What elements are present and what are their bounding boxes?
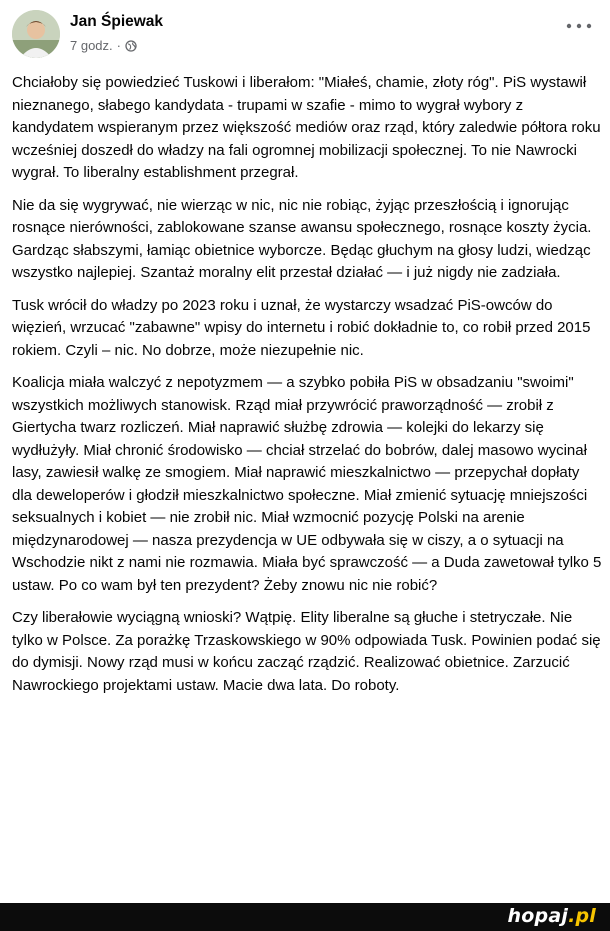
post-meta: [70, 38, 137, 53]
post-paragraph: Czy liberałowie wyciągną wnioski? Wątpię. Elity liberalne są głuche i stetryczałe. Nie tylko w Polsce. Za porażkę Trzaskowskiego w 90% odpowiada Tusk. Powinien podać się do dymisji. Nowy rząd musi w końcu zacząć rządzić. Realizować obietnice. Zarzucić Nawrockiego projektami ustaw. Macie dwa lata. Do roboty.: [12, 609, 601, 694]
more-options-icon[interactable]: [564, 20, 594, 32]
watermark-name: hopaj: [507, 905, 569, 927]
post-time[interactable]: 7 godz.: [70, 38, 113, 53]
globe-icon: [125, 40, 137, 52]
watermark-bar: [0, 903, 610, 931]
author-avatar[interactable]: [12, 10, 60, 58]
post-header: [12, 10, 598, 62]
site-watermark: [508, 905, 596, 927]
post-paragraph: Chciałoby się powiedzieć Tuskowi i liberałom: "Miałeś, chamie, złoty róg". PiS wystawił nieznanego, słabego kandydata - trupami w szafie - mimo to wygrał wybory z kandydatem wspieranym przez większość mediów oraz rząd, który zaledwie półtora roku wcześniej doszedł do władzy na fali ogromnej mobilizacji społecznej. To nie Nawrocki wygrał. To liberalny establishment przegrał.: [12, 74, 601, 181]
post-paragraph: Tusk wrócił do władzy po 2023 roku i uznał, że wystarczy wsadzać PiS-owców do więzień, wrzucać "zabawne" wpisy do internetu i robić dokładnie to, co robił przed 2015 rokiem. Czyli – nic. No dobrze, może niezupełnie nic.: [12, 296, 591, 359]
post-body: [12, 72, 602, 707]
author-name[interactable]: Jan Śpiewak: [70, 13, 164, 30]
post-paragraph: Nie da się wygrywać, nie wierząc w nic, nic nie robiąc, żyjąc przeszłością i ignorując rosnące nierówności, zablokowane szanse awansu społecznego, rosnące koszty życia. Gardząc słabszymi, łamiąc obietnice wyborcze. Będąc głuchym na głosy ludzi, wiedząc wszystko najlepiej. Szantaż moralny elit przestał działać — i już nigdy nie zadziała.: [12, 196, 592, 281]
post-paragraph: Koalicja miała walczyć z nepotyzmem — a szybko pobiła PiS w obsadzaniu "swoimi" wszystkich możliwych stanowisk. Rząd miał przywrócić praworządność — zrobił z Giertycha twarz rozliczeń. Miał naprawić służbę zdrowia — kolejki do lekarzy się wydłużyły. Miał chronić środowisko — chciał strzelać do bobrów, dalej masowo wycinał lasy, zawiesił walkę ze smogiem. Miał naprawić mieszkalnictwo — przepychał dopłaty dla deweloperów i głodził mieszkalnictwo społeczne. Miał zmienić sytuację mniejszości seksualnych i kobiet — nie zrobił nic. Miał wzmocnić pozycję Polski na arenie międzynarodowej — nasza prezydencja w UE odbywała się w ciszy, a o sytuacji na Wschodzie nikt z nami nie rozmawia. Miała być sprawczość — a Duda zawetował tylko 5 ustaw. Po co wam był ten prezydent? Żeby znowu nic nie robić?: [12, 374, 602, 594]
watermark-tld: .pl: [568, 905, 596, 927]
meta-separator: ·: [116, 38, 121, 53]
